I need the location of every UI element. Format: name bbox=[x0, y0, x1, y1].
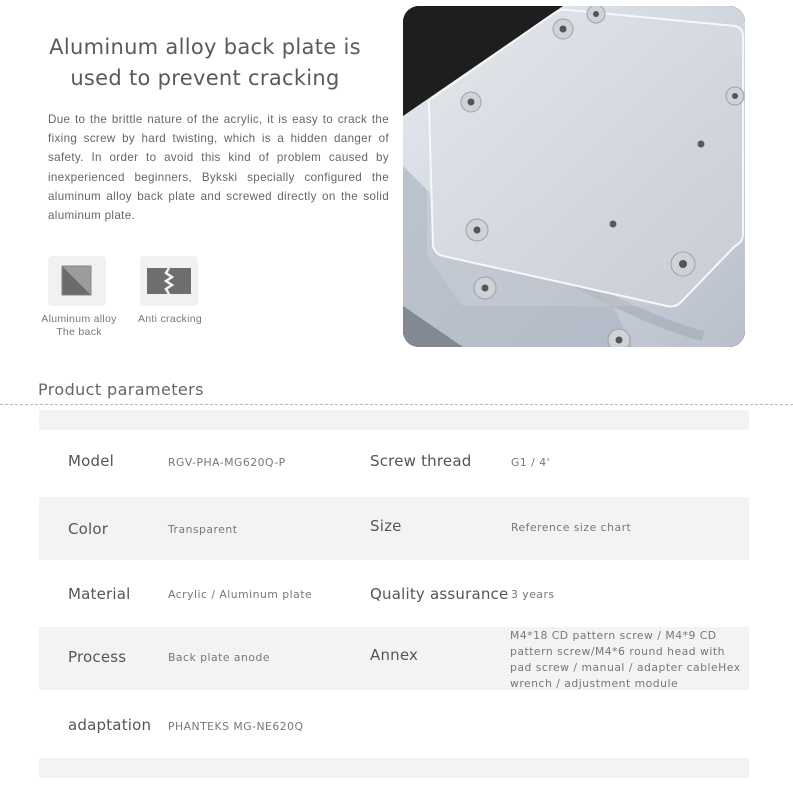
screw-thread-label: Screw thread bbox=[370, 452, 472, 470]
size-value: Reference size chart bbox=[511, 521, 632, 534]
screw-thread-value: G1 / 4' bbox=[511, 456, 551, 469]
color-value: Transparent bbox=[168, 523, 238, 536]
material-label: Material bbox=[68, 585, 131, 603]
annex-label: Annex bbox=[370, 646, 419, 664]
anti-cracking-label: Anti cracking bbox=[137, 313, 202, 325]
aluminum-alloy-label: Aluminum alloy The back bbox=[41, 313, 117, 338]
section-divider bbox=[0, 404, 793, 405]
process-label: Process bbox=[68, 648, 127, 666]
anti-cracking-icon-box bbox=[140, 256, 198, 306]
feature-title-line1: Aluminum alloy back plate is bbox=[49, 35, 361, 59]
section-title: Product parameters bbox=[38, 380, 204, 399]
size-label: Size bbox=[370, 517, 402, 535]
table-band bbox=[39, 758, 749, 778]
material-value: Acrylic / Aluminum plate bbox=[168, 588, 313, 601]
feature-description: Due to the brittle nature of the acrylic, it is easy to crack the fixing screw by hard twisting, which is a hidden danger of safety. In order to avoid this kind of problem caused by inexperienced beginners, Bykski specially configured the aluminum alloy back plate and screwed directly on the solid aluminum plate. bbox=[48, 113, 389, 223]
process-value: Back plate anode bbox=[168, 651, 270, 664]
table-band bbox=[39, 410, 749, 430]
aluminum-alloy-icon-box bbox=[48, 256, 106, 306]
quality-assurance-label: Quality assurance bbox=[370, 585, 509, 603]
aluminum-alloy-icon bbox=[48, 256, 106, 306]
model-label: Model bbox=[68, 452, 115, 470]
annex-value: M4*18 CD pattern screw / M4*9 CD pattern screw/M4*6 round head with pad screw / manual / adapter cableHex wrench / adjustment module bbox=[510, 629, 741, 690]
adaptation-value: PHANTEKS MG-NE620Q bbox=[168, 720, 304, 733]
feature-title-line2: used to prevent cracking bbox=[70, 66, 340, 90]
anti-cracking-icon bbox=[140, 256, 198, 306]
quality-assurance-value: 3 years bbox=[511, 588, 555, 601]
adaptation-label: adaptation bbox=[68, 716, 152, 734]
product-image bbox=[403, 6, 745, 347]
feature-title bbox=[40, 32, 370, 94]
color-label: Color bbox=[68, 520, 109, 538]
product-photo bbox=[403, 6, 745, 347]
model-value: RGV-PHA-MG620Q-P bbox=[168, 456, 286, 469]
